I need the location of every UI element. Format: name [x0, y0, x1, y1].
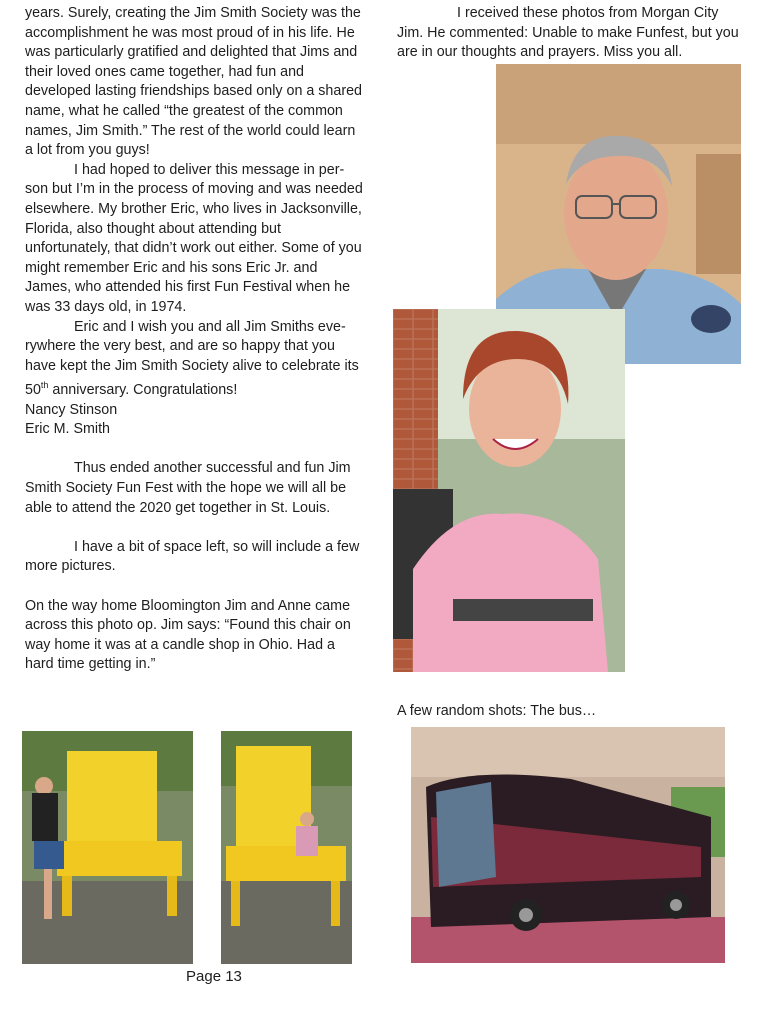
photo-woman-smiling [393, 309, 625, 672]
paragraph-conclusion: Thus ended another successful and fun Jim Smith Society Fun Fest with the hope we will all be able to attend the 2020 get together in St. Louis. [25, 460, 351, 516]
photo-yellow-chair-woman [221, 731, 352, 964]
right-column-intro: I received these photos from Morgan City Jim. He commented: Unable to make Funfest, but you are in our thoughts and prayers. Miss you all. [397, 5, 739, 61]
photo-yellow-chair-man [22, 731, 193, 964]
paragraph-space-left: I have a bit of space left, so will include a few more pictures. [25, 538, 360, 575]
paragraph-chair-story: On the way home Bloomington Jim and Anne came across this photo op. Jim says: “Found this chair on way home it was at a candle shop in Ohio. Had a hard time getting in.” [25, 597, 351, 673]
paragraph-tribute: years. Surely, creating the Jim Smith Society was the accomplishment he was most proud of in his life. He was particularly gratified and delighted that Jims and their loved ones came together, had fun and developed lasting friendships based only on a shared name, what he called “the greatest of the common names, Jim Smith.” The rest of the world could learn a lot from you guys! [25, 5, 363, 159]
photo-tour-bus [411, 727, 725, 963]
page-number: Page 13 [186, 968, 242, 985]
left-column [25, 4, 365, 675]
bus-caption: A few random shots: The bus… [397, 703, 597, 719]
paragraph-moving: I had hoped to deliver this message in per-son but I’m in the process of moving and was needed elsewhere. My brother Eric, who lives in Jacksonville, Florida, also thought about attending but unfortunately, that didn’t work out either. Some of you might remember Eric and his sons Eric Jr. and James, who attended his first Fun Festival when he was 33 days old, in 1974. [25, 161, 363, 315]
signature-nancy: Nancy Stinson [25, 401, 118, 418]
paragraph-wishes: Eric and I wish you and all Jim Smiths eve-rywhere the very best, and are so happy that you have kept the Jim Smith Society alive to celebrate its 50th anniversary. Congratulations! [25, 318, 359, 399]
signature-eric: Eric M. Smith [25, 421, 110, 438]
